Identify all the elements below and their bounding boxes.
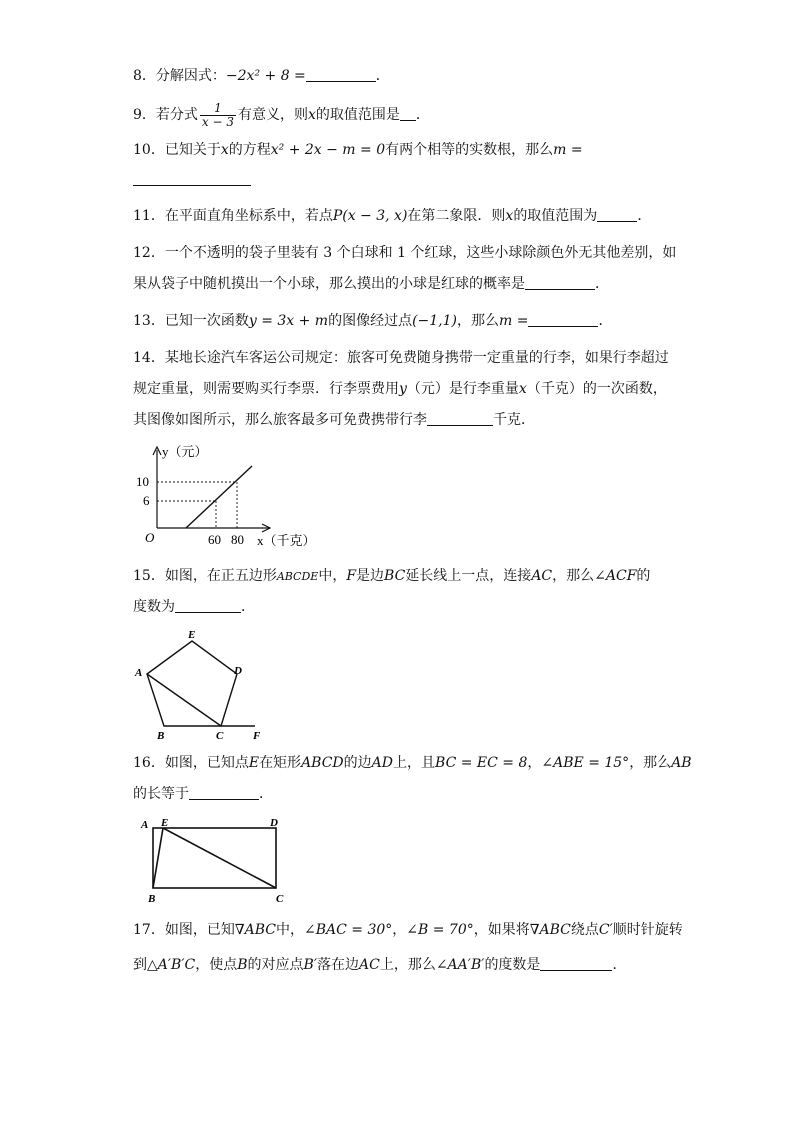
label-a: A <box>141 819 149 831</box>
math-point: (−1,1) <box>412 313 457 329</box>
label-e: E <box>161 817 169 829</box>
answer-blank[interactable] <box>597 207 637 222</box>
question-16-line-2 <box>133 784 673 804</box>
question-number: 10． <box>133 142 165 158</box>
math-variable: x <box>220 142 229 158</box>
question-15-line-2 <box>133 597 673 617</box>
question-number: 11． <box>133 208 165 224</box>
math-condition: BC = EC = 8 <box>435 755 528 771</box>
question-text: 顺时针旋转 <box>612 922 683 938</box>
x-axis-label: x（千克） <box>257 533 316 548</box>
question-17-line-2 <box>133 955 673 975</box>
question-text: 的长等于 <box>133 786 189 802</box>
question-10-answer-line <box>133 170 673 190</box>
label-e: E <box>188 629 196 641</box>
math-expression: m = <box>553 142 583 158</box>
question-text: 其图像如图所示，那么旅客最多可免费携带行李 <box>133 412 427 428</box>
question-15-line-1 <box>133 566 673 587</box>
answer-blank[interactable] <box>306 67 376 82</box>
question-text: （元）是行李重量 <box>406 381 519 397</box>
question-text: 的取值范围是 <box>315 107 400 123</box>
y-tick-10: 10 <box>136 474 149 489</box>
question-14-line-3 <box>133 410 673 430</box>
answer-blank[interactable] <box>427 411 493 426</box>
punctuation: ， <box>527 755 542 771</box>
math-variable: x <box>505 208 514 224</box>
question-text: ，如果将 <box>473 922 530 938</box>
question-text: 16．如图，已知点 <box>133 755 249 771</box>
segment-be <box>153 828 163 888</box>
punctuation: ． <box>595 276 609 292</box>
fraction <box>200 102 236 129</box>
question-text: 的方程 <box>228 142 271 158</box>
question-text: 的对应点 <box>247 957 304 973</box>
question-14-line-1: 14．某地长途汽车客运公司规定：旅客可免费随身携带一定重量的行李，如果行李超过 <box>133 350 669 366</box>
math-expression: m = <box>499 313 529 329</box>
answer-blank[interactable] <box>189 785 259 800</box>
question-text: 规定重量，则需要购买行李票．行李票费用 <box>133 381 399 397</box>
math-segment: AC <box>531 568 553 584</box>
question-text: 若分式 <box>155 107 198 123</box>
math-point: E <box>248 755 260 771</box>
question-12-line-1: 12．一个不透明的袋子里装有 3 个白球和 1 个红球，这些小球除颜色外无其他差别，如 <box>133 245 677 261</box>
math-triangle: △A′B′C <box>147 957 196 973</box>
question-text: 已知关于 <box>164 142 221 158</box>
question-text: 的取值范围为 <box>513 208 598 224</box>
math-angle: ∠B = 70° <box>406 922 474 938</box>
y-tick-6: 6 <box>143 493 150 508</box>
label-a: A <box>135 667 143 679</box>
question-8 <box>133 66 673 86</box>
luggage-fee-graph <box>130 438 330 553</box>
math-variable: y <box>399 381 407 397</box>
question-text: 绕点 <box>570 922 599 938</box>
question-16-line-1 <box>133 753 692 773</box>
math-variable: x <box>308 107 316 123</box>
math-shape-name: ABCDE <box>276 570 319 583</box>
x-tick-80: 80 <box>231 532 244 547</box>
math-angle: ∠BAC = 30° <box>303 922 393 938</box>
answer-blank[interactable] <box>175 598 241 613</box>
segment-ec <box>163 828 276 888</box>
question-10 <box>133 140 673 160</box>
cost-function-line <box>186 466 252 528</box>
question-text: （千克）的一次函数， <box>526 381 667 397</box>
question-text: 已知一次函数 <box>164 313 249 329</box>
question-9 <box>133 100 673 134</box>
question-text: 的度数是 <box>484 957 541 973</box>
label-d: D <box>270 817 278 829</box>
question-text: 在第二象限．则 <box>407 208 506 224</box>
question-text: 有两个相等的实数根，那么 <box>385 142 554 158</box>
answer-blank[interactable] <box>528 312 598 327</box>
question-number: 8． <box>133 68 156 84</box>
math-point: F <box>346 568 357 584</box>
question-text: 延长线上一点，连接 <box>405 568 532 584</box>
question-number: 13． <box>133 313 165 329</box>
question-text: 上，且 <box>393 755 436 771</box>
math-segment: BC <box>384 568 406 584</box>
punctuation: ． <box>241 599 255 615</box>
question-text: 在矩形 <box>259 755 302 771</box>
segment-ac <box>147 674 221 726</box>
answer-blank[interactable] <box>400 106 416 121</box>
label-f: F <box>253 730 261 742</box>
question-text: 的 <box>636 568 651 584</box>
question-11 <box>133 206 673 226</box>
math-shape-name: ABCD <box>301 755 344 771</box>
question-text: ，那么 <box>457 313 499 329</box>
pentagon-figure <box>133 626 273 742</box>
math-segment: AD <box>371 755 394 771</box>
question-text: 度数为 <box>133 599 175 615</box>
math-point: B′ <box>303 957 317 973</box>
math-expression: −2x² + 8 = <box>225 68 306 84</box>
punctuation: ， <box>392 922 407 938</box>
math-segment: AB <box>671 755 692 771</box>
question-number: 9． <box>133 107 156 123</box>
question-text: 是边 <box>356 568 385 584</box>
math-angle: ∠ACF <box>594 568 637 584</box>
question-text: 17．如图，已知 <box>133 922 235 938</box>
math-point: C′ <box>598 922 613 938</box>
fraction-numerator: 1 <box>200 102 236 116</box>
math-segment: AC <box>359 957 380 973</box>
label-b: B <box>157 730 165 742</box>
math-variable: x <box>518 381 527 397</box>
label-c: C <box>216 730 224 742</box>
question-14-line-2 <box>133 379 673 399</box>
label-b: B <box>148 893 156 905</box>
label-d: D <box>234 665 242 677</box>
question-text: 的图像经过点 <box>328 313 413 329</box>
answer-blank[interactable] <box>133 171 251 186</box>
question-text: 千克． <box>493 412 535 428</box>
answer-blank[interactable] <box>540 956 612 971</box>
punctuation: ． <box>375 68 390 84</box>
math-point: P(x − 3, x) <box>332 208 408 224</box>
question-text: ，使点 <box>195 957 238 973</box>
punctuation: ． <box>637 208 652 224</box>
question-12-line-2 <box>133 274 673 294</box>
math-equation: x² + 2x − m = 0 <box>270 142 386 158</box>
punctuation: ． <box>259 786 273 802</box>
question-text: ，那么 <box>552 568 595 584</box>
question-text: 分解因式： <box>155 68 226 84</box>
question-text: 果从袋子中随机摸出一个小球，那么摸出的小球是红球的概率是 <box>133 276 525 292</box>
question-13 <box>133 311 673 331</box>
label-c: C <box>276 893 284 905</box>
math-angle: ∠ABE = 15° <box>541 755 630 771</box>
question-text: 15．如图，在正五边形 <box>133 568 277 584</box>
question-text: 的边 <box>343 755 372 771</box>
math-function: y = 3x + m <box>248 313 329 329</box>
fraction-denominator: x − 3 <box>201 114 235 129</box>
question-text: 中， <box>275 922 304 938</box>
question-text: 落在边 <box>317 957 359 973</box>
question-text: 在平面直角坐标系中，若点 <box>164 208 333 224</box>
question-17-line-1 <box>133 920 683 940</box>
answer-blank[interactable] <box>525 275 595 290</box>
y-axis-label: y（元） <box>162 444 208 459</box>
x-tick-60: 60 <box>208 532 221 547</box>
math-point: B <box>237 957 248 973</box>
rectangle-figure <box>138 814 298 908</box>
punctuation: ． <box>598 313 613 329</box>
math-triangle: ∇ABC <box>529 922 571 938</box>
question-text: 到 <box>133 957 147 973</box>
punctuation: ． <box>612 957 627 973</box>
question-text: ，那么 <box>629 755 672 771</box>
punctuation: ． <box>415 107 430 123</box>
question-text: 有意义，则 <box>238 107 309 123</box>
math-angle: ∠AA′B′ <box>435 957 485 973</box>
origin-label: O <box>145 530 155 545</box>
math-triangle: ∇ABC <box>234 922 276 938</box>
question-text: 上，那么 <box>379 957 436 973</box>
question-text: 中， <box>318 568 347 584</box>
